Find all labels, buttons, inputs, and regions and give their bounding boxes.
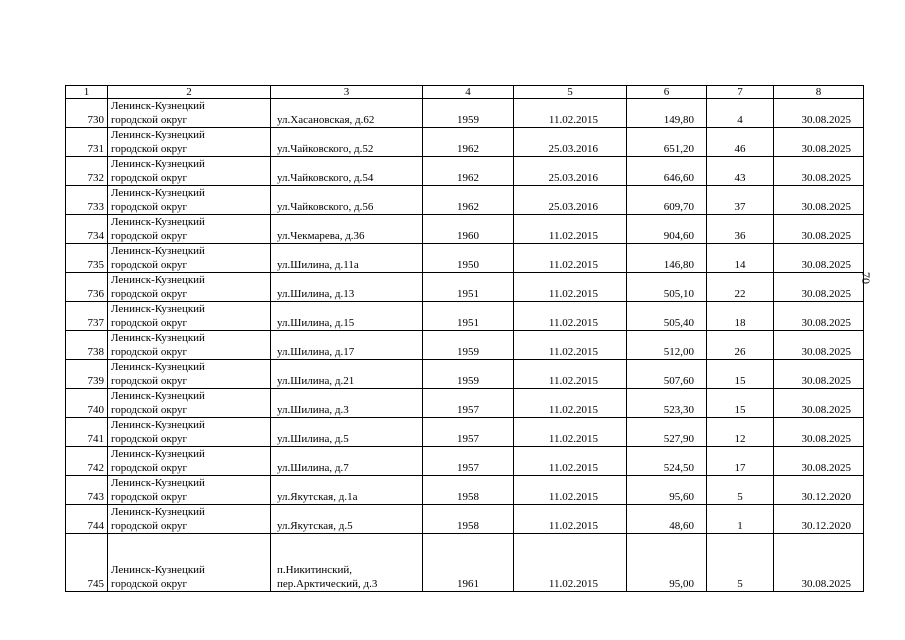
municipality-type: городской округ	[111, 578, 188, 590]
recognition-date-cell: 25.03.2016	[514, 157, 627, 186]
municipality-type: городской округ	[111, 404, 188, 416]
table-row	[66, 331, 864, 360]
municipality-cell	[108, 273, 271, 302]
table-row	[66, 302, 864, 331]
resettlement-term-cell: 30.08.2025	[774, 215, 864, 244]
area-cell: 146,80	[627, 244, 707, 273]
housing-register-table	[65, 85, 864, 592]
resettlement-term-cell: 30.08.2025	[774, 418, 864, 447]
municipality-cell	[108, 447, 271, 476]
resettlement-term-cell: 30.08.2025	[774, 302, 864, 331]
address-street: ул.Чайковского, д.54	[277, 172, 374, 184]
address-street: ул.Чайковского, д.56	[277, 201, 374, 213]
address-street: ул.Шилина, д.13	[277, 288, 355, 300]
address-cell	[271, 534, 423, 592]
table-row	[66, 157, 864, 186]
area-cell: 904,60	[627, 215, 707, 244]
municipality-name: Ленинск-Кузнецкий	[111, 274, 205, 286]
area-cell: 149,80	[627, 99, 707, 128]
recognition-date-cell: 11.02.2015	[514, 447, 627, 476]
municipality-type: городской округ	[111, 520, 188, 532]
municipality-name: Ленинск-Кузнецкий	[111, 477, 205, 489]
address-street: ул.Шилина, д.17	[277, 346, 355, 358]
recognition-date-cell: 11.02.2015	[514, 360, 627, 389]
municipality-type: городской округ	[111, 288, 188, 300]
municipality-cell	[108, 128, 271, 157]
resettlement-term-cell: 30.08.2025	[774, 447, 864, 476]
address-cell	[271, 360, 423, 389]
year-built-cell: 1951	[423, 302, 514, 331]
municipality-cell	[108, 215, 271, 244]
recognition-date-cell: 25.03.2016	[514, 186, 627, 215]
address-street: ул.Шилина, д.21	[277, 375, 355, 387]
municipality-cell	[108, 505, 271, 534]
municipality-cell	[108, 244, 271, 273]
municipality-type: городской округ	[111, 317, 188, 329]
address-street: ул.Шилина, д.11а	[277, 259, 359, 271]
resettlement-term-cell: 30.08.2025	[774, 273, 864, 302]
municipality-name: Ленинск-Кузнецкий	[111, 100, 205, 112]
table-row	[66, 99, 864, 128]
municipality-cell	[108, 360, 271, 389]
year-built-cell: 1957	[423, 418, 514, 447]
table-row	[66, 418, 864, 447]
address-street: ул.Якутская, д.1а	[277, 491, 358, 503]
municipality-name: Ленинск-Кузнецкий	[111, 216, 205, 228]
row-number-cell: 737	[66, 302, 108, 331]
resettlement-term-cell: 30.08.2025	[774, 157, 864, 186]
residents-count-cell: 17	[707, 447, 774, 476]
address-street: ул.Шилина, д.15	[277, 317, 355, 329]
table-row	[66, 186, 864, 215]
resettlement-term-cell: 30.08.2025	[774, 331, 864, 360]
municipality-cell	[108, 99, 271, 128]
row-number-cell: 734	[66, 215, 108, 244]
recognition-date-cell: 11.02.2015	[514, 476, 627, 505]
year-built-cell: 1959	[423, 99, 514, 128]
resettlement-term-cell: 30.08.2025	[774, 186, 864, 215]
address-street: ул.Чайковского, д.52	[277, 143, 374, 155]
address-cell	[271, 447, 423, 476]
column-header: 7	[707, 86, 774, 99]
year-built-cell: 1951	[423, 273, 514, 302]
address-cell	[271, 505, 423, 534]
municipality-type: городской округ	[111, 201, 188, 213]
row-number-cell: 741	[66, 418, 108, 447]
municipality-name: Ленинск-Кузнецкий	[111, 419, 205, 431]
row-number-cell: 745	[66, 534, 108, 592]
municipality-type: городской округ	[111, 375, 188, 387]
table-row	[66, 244, 864, 273]
residents-count-cell: 46	[707, 128, 774, 157]
resettlement-term-cell: 30.08.2025	[774, 534, 864, 592]
column-header: 4	[423, 86, 514, 99]
municipality-name: Ленинск-Кузнецкий	[111, 361, 205, 373]
residents-count-cell: 36	[707, 215, 774, 244]
address-cell	[271, 99, 423, 128]
address-street: пер.Арктический, д.3	[277, 578, 378, 590]
residents-count-cell: 5	[707, 476, 774, 505]
row-number-cell: 731	[66, 128, 108, 157]
residents-count-cell: 1	[707, 505, 774, 534]
table-body	[66, 86, 864, 592]
municipality-type: городской округ	[111, 114, 188, 126]
row-number-cell: 744	[66, 505, 108, 534]
residents-count-cell: 22	[707, 273, 774, 302]
address-locality: п.Никитинский,	[277, 564, 353, 576]
area-cell: 505,10	[627, 273, 707, 302]
column-header: 2	[108, 86, 271, 99]
municipality-type: городской округ	[111, 433, 188, 445]
recognition-date-cell: 11.02.2015	[514, 534, 627, 592]
address-cell	[271, 244, 423, 273]
area-cell: 646,60	[627, 157, 707, 186]
row-number-cell: 740	[66, 389, 108, 418]
area-cell: 524,50	[627, 447, 707, 476]
resettlement-term-cell: 30.12.2020	[774, 505, 864, 534]
table-row	[66, 476, 864, 505]
municipality-name: Ленинск-Кузнецкий	[111, 158, 205, 170]
table-row	[66, 447, 864, 476]
address-street: ул.Шилина, д.5	[277, 433, 349, 445]
year-built-cell: 1957	[423, 447, 514, 476]
municipality-cell	[108, 186, 271, 215]
row-number-cell: 739	[66, 360, 108, 389]
column-header: 1	[66, 86, 108, 99]
row-number-cell: 732	[66, 157, 108, 186]
municipality-type: городской округ	[111, 462, 188, 474]
table-row	[66, 389, 864, 418]
municipality-type: городской округ	[111, 172, 188, 184]
municipality-name: Ленинск-Кузнецкий	[111, 303, 205, 315]
municipality-type: городской округ	[111, 230, 188, 242]
year-built-cell: 1950	[423, 244, 514, 273]
area-cell: 527,90	[627, 418, 707, 447]
residents-count-cell: 15	[707, 389, 774, 418]
row-number-cell: 743	[66, 476, 108, 505]
recognition-date-cell: 11.02.2015	[514, 389, 627, 418]
municipality-cell	[108, 157, 271, 186]
address-street: ул.Шилина, д.7	[277, 462, 349, 474]
year-built-cell: 1962	[423, 186, 514, 215]
municipality-cell	[108, 476, 271, 505]
municipality-name: Ленинск-Кузнецкий	[111, 332, 205, 344]
table-header-row	[66, 86, 864, 99]
resettlement-term-cell: 30.12.2020	[774, 476, 864, 505]
municipality-name: Ленинск-Кузнецкий	[111, 129, 205, 141]
year-built-cell: 1962	[423, 157, 514, 186]
column-header: 6	[627, 86, 707, 99]
resettlement-term-cell: 30.08.2025	[774, 128, 864, 157]
area-cell: 512,00	[627, 331, 707, 360]
residents-count-cell: 4	[707, 99, 774, 128]
residents-count-cell: 26	[707, 331, 774, 360]
residents-count-cell: 12	[707, 418, 774, 447]
resettlement-term-cell: 30.08.2025	[774, 99, 864, 128]
municipality-cell	[108, 302, 271, 331]
municipality-cell	[108, 331, 271, 360]
residents-count-cell: 15	[707, 360, 774, 389]
recognition-date-cell: 25.03.2016	[514, 128, 627, 157]
address-cell	[271, 157, 423, 186]
municipality-type: городской округ	[111, 491, 188, 503]
recognition-date-cell: 11.02.2015	[514, 331, 627, 360]
municipality-name: Ленинск-Кузнецкий	[111, 448, 205, 460]
column-header: 3	[271, 86, 423, 99]
row-number-cell: 738	[66, 331, 108, 360]
year-built-cell: 1958	[423, 505, 514, 534]
column-header: 8	[774, 86, 864, 99]
table-row	[66, 215, 864, 244]
municipality-name: Ленинск-Кузнецкий	[111, 564, 205, 576]
table-row	[66, 360, 864, 389]
residents-count-cell: 14	[707, 244, 774, 273]
address-cell	[271, 389, 423, 418]
address-cell	[271, 186, 423, 215]
residents-count-cell: 5	[707, 534, 774, 592]
municipality-type: городской округ	[111, 259, 188, 271]
address-cell	[271, 331, 423, 360]
row-number-cell: 742	[66, 447, 108, 476]
municipality-cell	[108, 418, 271, 447]
area-cell: 523,30	[627, 389, 707, 418]
address-cell	[271, 476, 423, 505]
table-row	[66, 273, 864, 302]
address-street: ул.Шилина, д.3	[277, 404, 349, 416]
recognition-date-cell: 11.02.2015	[514, 99, 627, 128]
recognition-date-cell: 11.02.2015	[514, 273, 627, 302]
area-cell: 48,60	[627, 505, 707, 534]
resettlement-term-cell: 30.08.2025	[774, 389, 864, 418]
residents-count-cell: 37	[707, 186, 774, 215]
residents-count-cell: 18	[707, 302, 774, 331]
year-built-cell: 1959	[423, 360, 514, 389]
resettlement-term-cell: 30.08.2025	[774, 360, 864, 389]
municipality-type: городской округ	[111, 346, 188, 358]
address-street: ул.Чекмарева, д.36	[277, 230, 365, 242]
area-cell: 505,40	[627, 302, 707, 331]
row-number-cell: 736	[66, 273, 108, 302]
area-cell: 95,60	[627, 476, 707, 505]
address-cell	[271, 128, 423, 157]
municipality-name: Ленинск-Кузнецкий	[111, 506, 205, 518]
year-built-cell: 1962	[423, 128, 514, 157]
row-number-cell: 733	[66, 186, 108, 215]
municipality-type: городской округ	[111, 143, 188, 155]
row-number-cell: 730	[66, 99, 108, 128]
year-built-cell: 1960	[423, 215, 514, 244]
column-header: 5	[514, 86, 627, 99]
area-cell: 95,00	[627, 534, 707, 592]
year-built-cell: 1961	[423, 534, 514, 592]
municipality-cell	[108, 534, 271, 592]
resettlement-term-cell: 30.08.2025	[774, 244, 864, 273]
area-cell: 609,70	[627, 186, 707, 215]
recognition-date-cell: 11.02.2015	[514, 215, 627, 244]
address-cell	[271, 273, 423, 302]
table-row	[66, 128, 864, 157]
address-cell	[271, 302, 423, 331]
address-cell	[271, 215, 423, 244]
year-built-cell: 1959	[423, 331, 514, 360]
row-number-cell: 735	[66, 244, 108, 273]
page-number: 70	[859, 272, 873, 284]
recognition-date-cell: 11.02.2015	[514, 302, 627, 331]
recognition-date-cell: 11.02.2015	[514, 418, 627, 447]
address-street: ул.Хасановская, д.62	[277, 114, 375, 126]
table-row	[66, 505, 864, 534]
municipality-cell	[108, 389, 271, 418]
year-built-cell: 1957	[423, 389, 514, 418]
address-cell	[271, 418, 423, 447]
area-cell: 651,20	[627, 128, 707, 157]
area-cell: 507,60	[627, 360, 707, 389]
address-street: ул.Якутская, д.5	[277, 520, 353, 532]
municipality-name: Ленинск-Кузнецкий	[111, 390, 205, 402]
year-built-cell: 1958	[423, 476, 514, 505]
municipality-name: Ленинск-Кузнецкий	[111, 187, 205, 199]
recognition-date-cell: 11.02.2015	[514, 505, 627, 534]
recognition-date-cell: 11.02.2015	[514, 244, 627, 273]
residents-count-cell: 43	[707, 157, 774, 186]
municipality-name: Ленинск-Кузнецкий	[111, 245, 205, 257]
table-row	[66, 534, 864, 592]
